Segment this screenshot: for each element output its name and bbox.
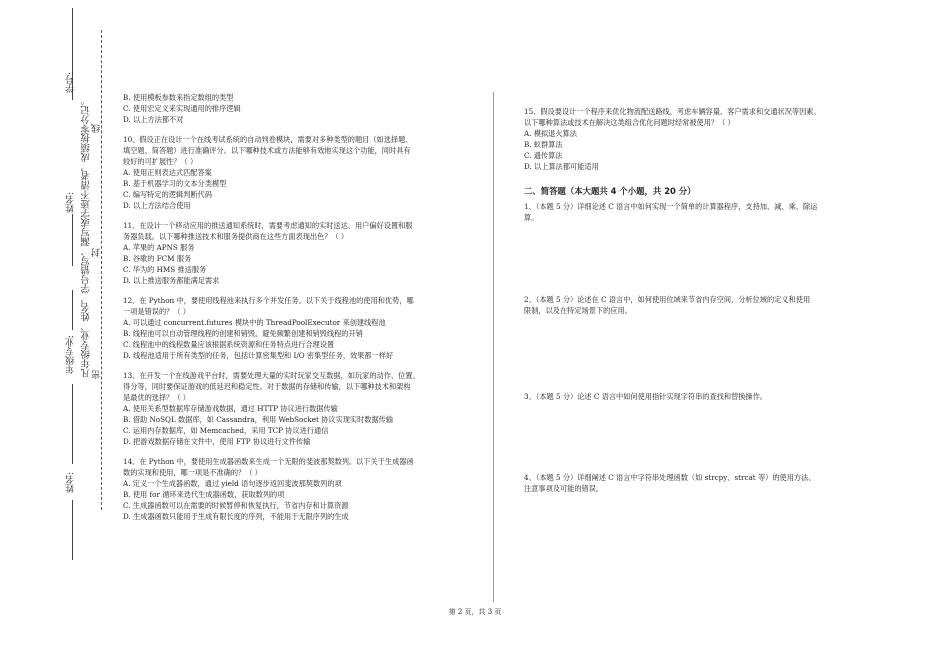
- option-c: C. 运用内存数据库，如 Memcached，采用 TCP 协议进行通信: [123, 426, 329, 435]
- option-a: A. 苹果的 APNS 服务: [123, 243, 195, 252]
- option-d: D. 以上推送服务都能满足需求: [123, 276, 220, 285]
- binding-line: [72, 214, 73, 266]
- binding-line: [72, 500, 73, 560]
- option-b: B. 线程池可以自动管理线程的创建和销毁，避免频繁创建和销毁线程的开销: [123, 329, 363, 338]
- option-b: B. 基于机器学习的文本分类模型: [123, 179, 227, 188]
- question-stem: 14、在 Python 中，要使用生成器函数来生成一个无限的斐波那契数列。以下关于生成器函: [123, 457, 414, 466]
- short-answer-4: [524, 472, 864, 494]
- question-stem: 较好的可扩展性？（ ）: [123, 157, 198, 166]
- binding-strip: [0, 0, 110, 672]
- binding-notice: 凡年级专业、姓名、学号错写、漏写或字迹不清者，成绩按零分记。: [81, 96, 92, 378]
- question-stem: 10、假设正在设计一个在线考试系统的自动判卷模块，需要对多种类型的题目（如选择题、: [123, 135, 413, 144]
- question-9-options: [123, 92, 483, 125]
- option-d: D. 以上方法结合使用: [123, 201, 191, 210]
- question-14: [123, 456, 483, 522]
- question-stem: 填空题、简答题）进行准确评分。以下哪种技术或方法能够有效地实现这个功能，同时具有: [123, 146, 411, 155]
- question-stem: 12、在 Python 中，要使用线程池来执行多个并发任务。以下关于线程池的使用和优势，哪: [123, 296, 414, 305]
- seal-mark-line: 线: [92, 124, 102, 133]
- option-a: A. 使用正则表达式匹配答案: [123, 168, 212, 177]
- short-answer-1: [524, 201, 864, 223]
- short-answer-text: 4、（本题 5 分）详细阐述 C 语言中字符串处理函数（如 strcpy、strcat 等）的使用方法、: [524, 473, 816, 482]
- short-answer-2: [524, 294, 864, 316]
- option-d: D. 线程池适用于所有类型的任务，包括计算密集型和 I/O 密集型任务，效果都一样好: [123, 351, 394, 360]
- question-stem: 数的实现和使用，哪一项是不准确的？（ ）: [123, 468, 262, 477]
- option-a: A. 可以通过 concurrent.futures 模块中的 ThreadPoolExecutor 来创建线程池: [123, 318, 386, 327]
- option-b: B. 谷歌的 FCM 服务: [123, 254, 192, 263]
- question-stem: 11、在设计一个移动应用的推送通知系统时，需要考虑通知的实时送达、用户偏好设置和服: [123, 221, 413, 230]
- column-divider: [493, 92, 494, 602]
- question-stem: 务器负载。以下哪种推送技术和服务提供商在这些方面表现出色？（ ）: [123, 232, 349, 241]
- short-answer-text: 限制，以及在特定场景下的应用。: [524, 306, 632, 315]
- question-11: [123, 220, 483, 286]
- option-d: D. 以上方法都不对: [123, 115, 184, 124]
- option-c: C. 使用宏定义来实现通用的排序逻辑: [123, 104, 241, 113]
- question-stem: 一项是错误的？（ ）: [123, 307, 190, 316]
- exam-no-label: 学号:: [66, 72, 76, 94]
- short-answer-text: 3、（本题 5 分）论述 C 语言中如何使用指针实现字符串的查找和替换操作。: [524, 392, 767, 401]
- section-title-short-answer: 二、简答题（本大题共 4 个小题，共 20 分）: [524, 186, 696, 196]
- binding-line: [72, 290, 73, 330]
- short-answer-3: [524, 391, 864, 402]
- option-c: C. 遗传算法: [524, 151, 563, 160]
- question-stem: 是最优的选择？（ ）: [123, 393, 190, 402]
- answer-space: [524, 223, 864, 294]
- question-stem: 15、假设要设计一个程序来优化物流配送路线，考虑车辆容量、客户需求和交通状况等因素。: [524, 107, 821, 116]
- left-column: [123, 92, 483, 531]
- question-15: [524, 106, 864, 172]
- option-a: A. 使用关系型数据库存储游戏数据，通过 HTTP 协议进行数据传输: [123, 404, 338, 413]
- short-answer-text: 算。: [524, 213, 539, 222]
- seal-mark-seal: 封: [92, 248, 102, 257]
- school-label: 姓名:: [66, 472, 76, 494]
- option-c: C. 编写特定的逻辑判断代码: [123, 190, 212, 199]
- short-answer-text: 注意事项及可能的错误。: [524, 484, 604, 493]
- option-c: C. 线程池中的线程数量应该根据系统资源和任务特点进行合理设置: [123, 340, 335, 349]
- class-label: 年级专业:: [66, 335, 76, 375]
- option-d: D. 以上算法都可能适用: [524, 162, 599, 171]
- question-stem: 13、在开发一个在线游戏平台时，需要处理大量的实时玩家交互数据，如玩家的动作、位置、: [123, 371, 420, 380]
- answer-space: [524, 402, 864, 472]
- option-b: B. 使用模板参数来指定数组的类型: [123, 93, 234, 102]
- option-b: B. 借助 NoSQL 数据库，如 Cassandra，利用 WebSocket 协议实现实时数据传输: [123, 415, 394, 424]
- option-b: B. 蚁群算法: [524, 140, 563, 149]
- question-stem: 得分等，同时要保证游戏的低延迟和稳定性。对于数据的存储和传输，以下哪种技术和架构: [123, 382, 411, 391]
- option-c: C. 华为的 HMS 推送服务: [123, 265, 207, 274]
- question-12: [123, 295, 483, 361]
- option-a: A. 模拟退火算法: [524, 129, 577, 138]
- seal-dashed-line: [101, 30, 102, 510]
- short-answer-text: 1、（本题 5 分）详细论述 C 语言中如何实现一个简单的计算器程序，支持加、减、乘、除运: [524, 202, 818, 211]
- binding-line: [72, 384, 73, 464]
- option-c: C. 生成器函数可以在需要的时候暂停和恢复执行，节省内存和计算资源: [123, 501, 349, 510]
- right-column: [524, 106, 864, 494]
- question-stem: 以下哪种算法或技术在解决这类组合优化问题时经常被使用？（ ）: [524, 118, 735, 127]
- short-answer-text: 2、（本题 5 分）论述在 C 语言中，如何使用位域来节省内存空间，分析位域的定义和使用: [524, 295, 811, 304]
- option-d: D. 生成器函数只能用于生成有限长度的序列，不能用于无限序列的生成: [123, 512, 349, 521]
- option-b: B. 使用 for 循环来迭代生成器函数，获取数列的项: [123, 490, 285, 499]
- page-number: 第 2 页，共 3 页: [448, 608, 502, 616]
- name-label: 姓名:: [66, 192, 76, 214]
- option-d: D. 把游戏数据存储在文件中，使用 FTP 协议进行文件传输: [123, 437, 311, 446]
- seal-mark-secret: 密: [92, 370, 102, 379]
- option-a: A. 定义一个生成器函数，通过 yield 语句逐步返回斐波那契数列的项: [123, 479, 342, 488]
- answer-space: [524, 316, 864, 391]
- question-10: [123, 134, 483, 211]
- question-13: [123, 370, 483, 447]
